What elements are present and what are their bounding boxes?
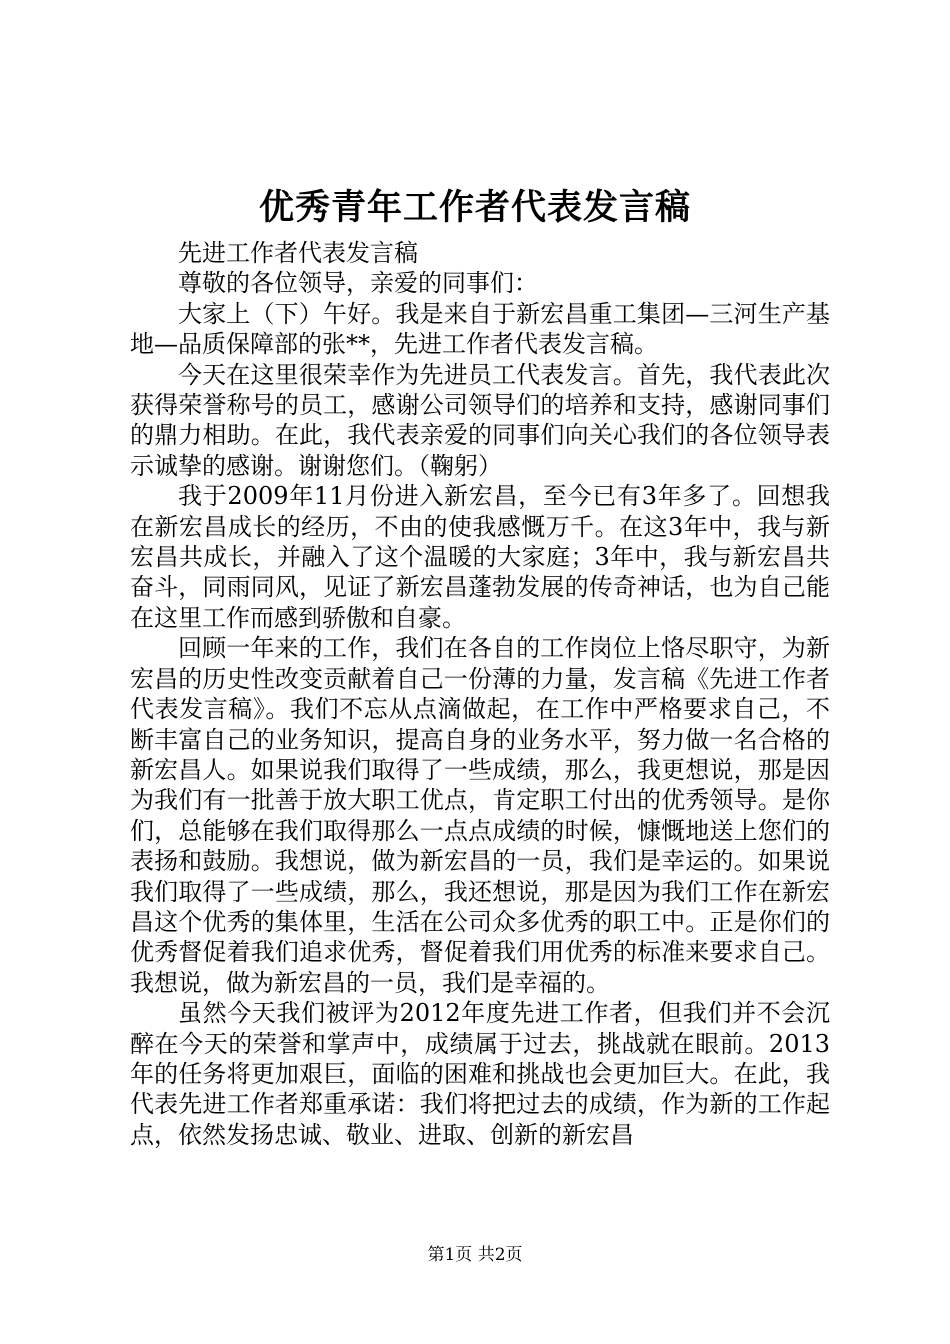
paragraph: 大家上（下）午好。我是来自于新宏昌重工集团—三河生产基地—品质保障部的张**，先进工作者代表发言稿。 [130,299,830,359]
paragraph: 今天在这里很荣幸作为先进员工代表发言。首先，我代表此次获得荣誉称号的员工，感谢公司领导们的培养和支持，感谢同事们的鼎力相助。在此，我代表亲爱的同事们向关心我们的各位领导表示诚挚的感谢。谢谢您们。（鞠躬） [130,360,830,480]
paragraph: 回顾一年来的工作，我们在各自的工作岗位上恪尽职守，为新宏昌的历史性改变贡献着自己一份薄的力量，发言稿《先进工作者代表发言稿》。我们不忘从点滴做起，在工作中严格要求自己，不断丰富自己的业务知识，提高自身的业务水平，努力做一名合格的新宏昌人。如果说我们取得了一些成绩，那么，我更想说，那是因为我们有一批善于放大职工优点，肯定职工付出的优秀领导。是你们，总能够在我们取得那么一点点成绩的时候，慷慨地送上您们的表扬和鼓励。我想说，做为新宏昌的一员，我们是幸运的。如果说我们取得了一些成绩，那么，我还想说，那是因为我们工作在新宏昌这个优秀的集体里，生活在公司众多优秀的职工中。正是你们的优秀督促着我们追求优秀，督促着我们用优秀的标准来要求自己。我想说，做为新宏昌的一员，我们是幸福的。 [130,634,830,997]
document-title: 优秀青年工作者代表发言稿 [258,187,691,228]
document-body [130,238,830,1150]
paragraph: 虽然今天我们被评为2012年度先进工作者，但我们并不会沉醉在今天的荣誉和掌声中，成绩属于过去，挑战就在眼前。2013年的任务将更加艰巨，面临的困难和挑战也会更加巨大。在此，我代表先进工作者郑重承诺：我们将把过去的成绩，作为新的工作起点，依然发扬忠诚、敬业、进取、创新的新宏昌 [130,999,830,1149]
paragraph: 我于2009年11月份进入新宏昌，至今已有3年多了。回想我在新宏昌成长的经历，不由的使我感慨万千。在这3年中，我与新宏昌共成长，并融入了这个温暖的大家庭；3年中，我与新宏昌共奋斗，同雨同风，见证了新宏昌蓬勃发展的传奇神话，也为自己能在这里工作而感到骄傲和自豪。 [130,482,830,632]
page-footer: 第1页 共2页 [427,1245,523,1265]
paragraph: 先进工作者代表发言稿 [178,239,418,267]
paragraph: 尊敬的各位领导，亲爱的同事们： [178,269,538,298]
